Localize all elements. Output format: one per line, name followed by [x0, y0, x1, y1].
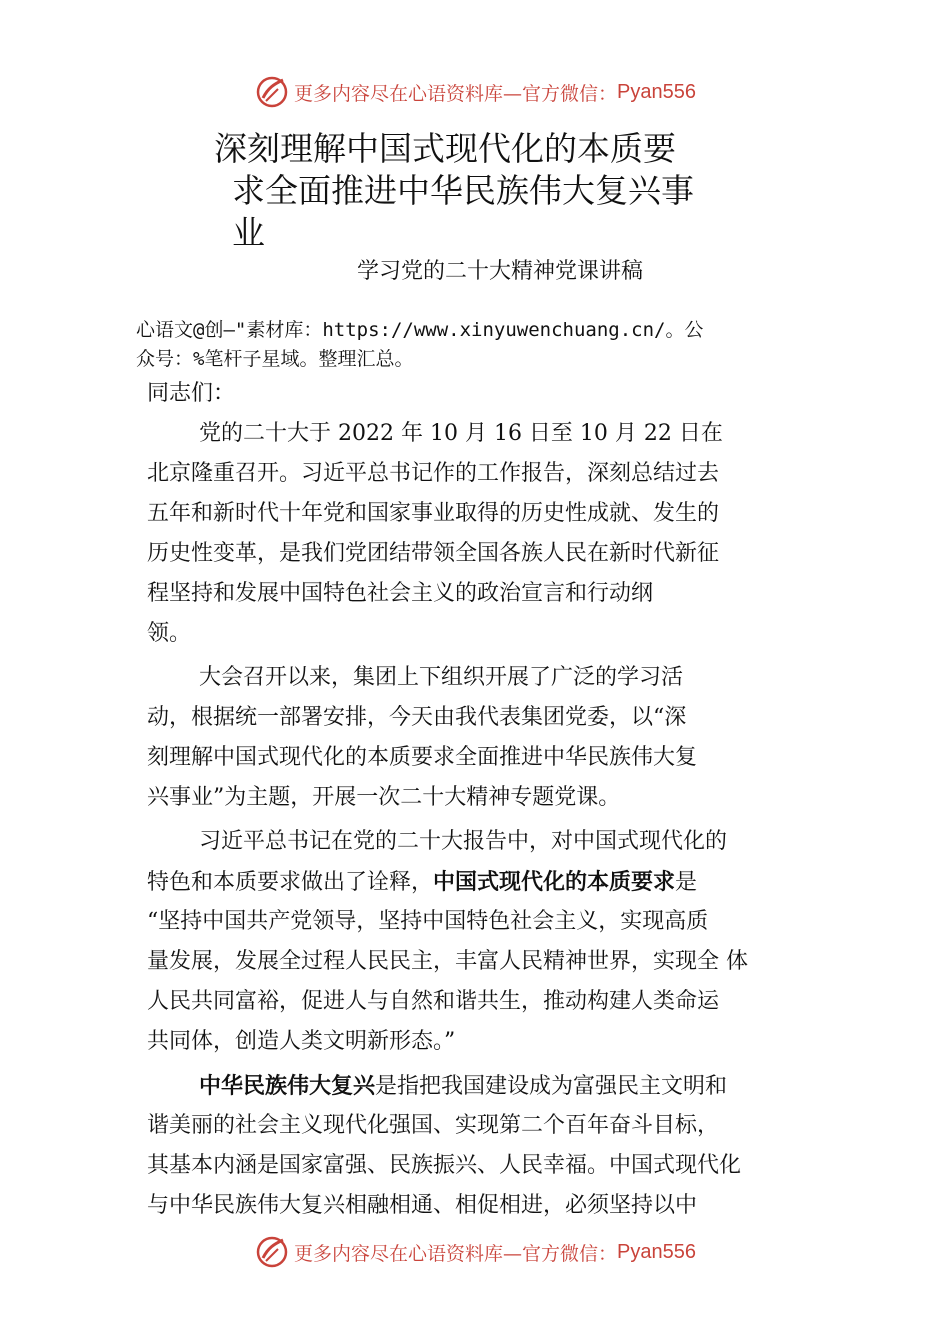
paragraph-line: 北京隆重召开。习近平总书记作的工作报告，深刻总结过去 [147, 461, 720, 486]
source-note [136, 316, 836, 374]
title-line-1: 深刻理解中国式现代化的本质要 [214, 129, 676, 168]
paragraph-line: 谐美丽的社会主义现代化强国、实现第二个百年奋斗目标， [147, 1113, 720, 1138]
paragraph-2 [147, 658, 837, 818]
brand-logo-icon [254, 1234, 290, 1270]
brand-logo-icon [254, 74, 290, 110]
paragraph-line: 兴事业”为主题，开展一次二十大精神专题党课。 [147, 785, 621, 810]
text-run: 是 [675, 870, 698, 895]
paragraph-3 [147, 822, 837, 1062]
greeting: 同志们： [147, 381, 236, 406]
banner-text: 更多内容尽在心语资料库—官方微信： [294, 1242, 618, 1265]
paragraph-1 [147, 414, 837, 654]
paragraph-line: 人民共同富裕，促进人与自然和谐共生，推动构建人类命运 [147, 989, 720, 1014]
header-banner [0, 72, 950, 112]
text-run: 特色和本质要求做出了诠释， [147, 870, 434, 895]
text-run: 是指把我国建设成为富强民主文明和 [375, 1074, 728, 1099]
paragraph-line: 量发展，发展全过程人民民主，丰富人民精神世界，实现全 体 [147, 949, 748, 974]
subtitle: 学习党的二十大精神党课讲稿 [356, 259, 643, 284]
banner-wechat-id: Pyan556 [617, 80, 696, 103]
source-line-1: 心语文@创—"素材库：https://www.xinyuwenchuang.cn/。公 [136, 319, 704, 341]
paragraph-4 [147, 1066, 837, 1226]
paragraph-line: 共同体，创造人类文明新形态。” [147, 1029, 456, 1054]
paragraph-line [147, 862, 837, 902]
paragraph-line: 领。 [147, 621, 192, 646]
banner-text: 更多内容尽在心语资料库—官方微信： [294, 82, 618, 105]
bold-term: 中国式现代化的本质要求 [433, 869, 676, 895]
paragraph-line: 习近平总书记在党的二十大报告中，对中国式现代化的 [199, 829, 728, 854]
paragraph-line: 动，根据统一部署安排，今天由我代表集团党委，以“深 [147, 705, 687, 730]
source-line-2: 众号：%笔杆子星域。整理汇总。 [136, 348, 414, 370]
banner-wechat-id: Pyan556 [617, 1240, 696, 1263]
bold-term: 中华民族伟大复兴 [199, 1073, 376, 1099]
paragraph-line: 其基本内涵是国家富强、民族振兴、人民幸福。中国式现代化 [147, 1153, 742, 1178]
paragraph-line: 五年和新时代十年党和国家事业取得的历史性成就、发生的 [147, 501, 720, 526]
paragraph-line: 程坚持和发展中国特色社会主义的政治宣言和行动纲 [147, 581, 654, 606]
paragraph-line: 历史性变革，是我们党团结带领全国各族人民在新时代新征 [147, 541, 720, 566]
footer-banner [0, 1232, 950, 1272]
paragraph-line: 刻理解中国式现代化的本质要求全面推进中华民族伟大复 [147, 745, 698, 770]
title-line-3: 业 [232, 213, 265, 252]
title-line-2: 求全面推进中华民族伟大复兴事 [232, 171, 694, 210]
document-body [147, 374, 837, 1226]
paragraph-line: “坚持中国共产党领导，坚持中国特色社会主义，实现高质 [147, 909, 709, 934]
paragraph-line: 党的二十大于 2022 年 10 月 16 日至 10 月 22 日在 [199, 421, 723, 446]
paragraph-line: 大会召开以来，集团上下组织开展了广泛的学习活 [199, 665, 684, 690]
paragraph-line: 与中华民族伟大复兴相融相通、相促相进，必须坚持以中 [147, 1193, 698, 1218]
page-title [214, 128, 724, 254]
paragraph-line [147, 1066, 837, 1106]
